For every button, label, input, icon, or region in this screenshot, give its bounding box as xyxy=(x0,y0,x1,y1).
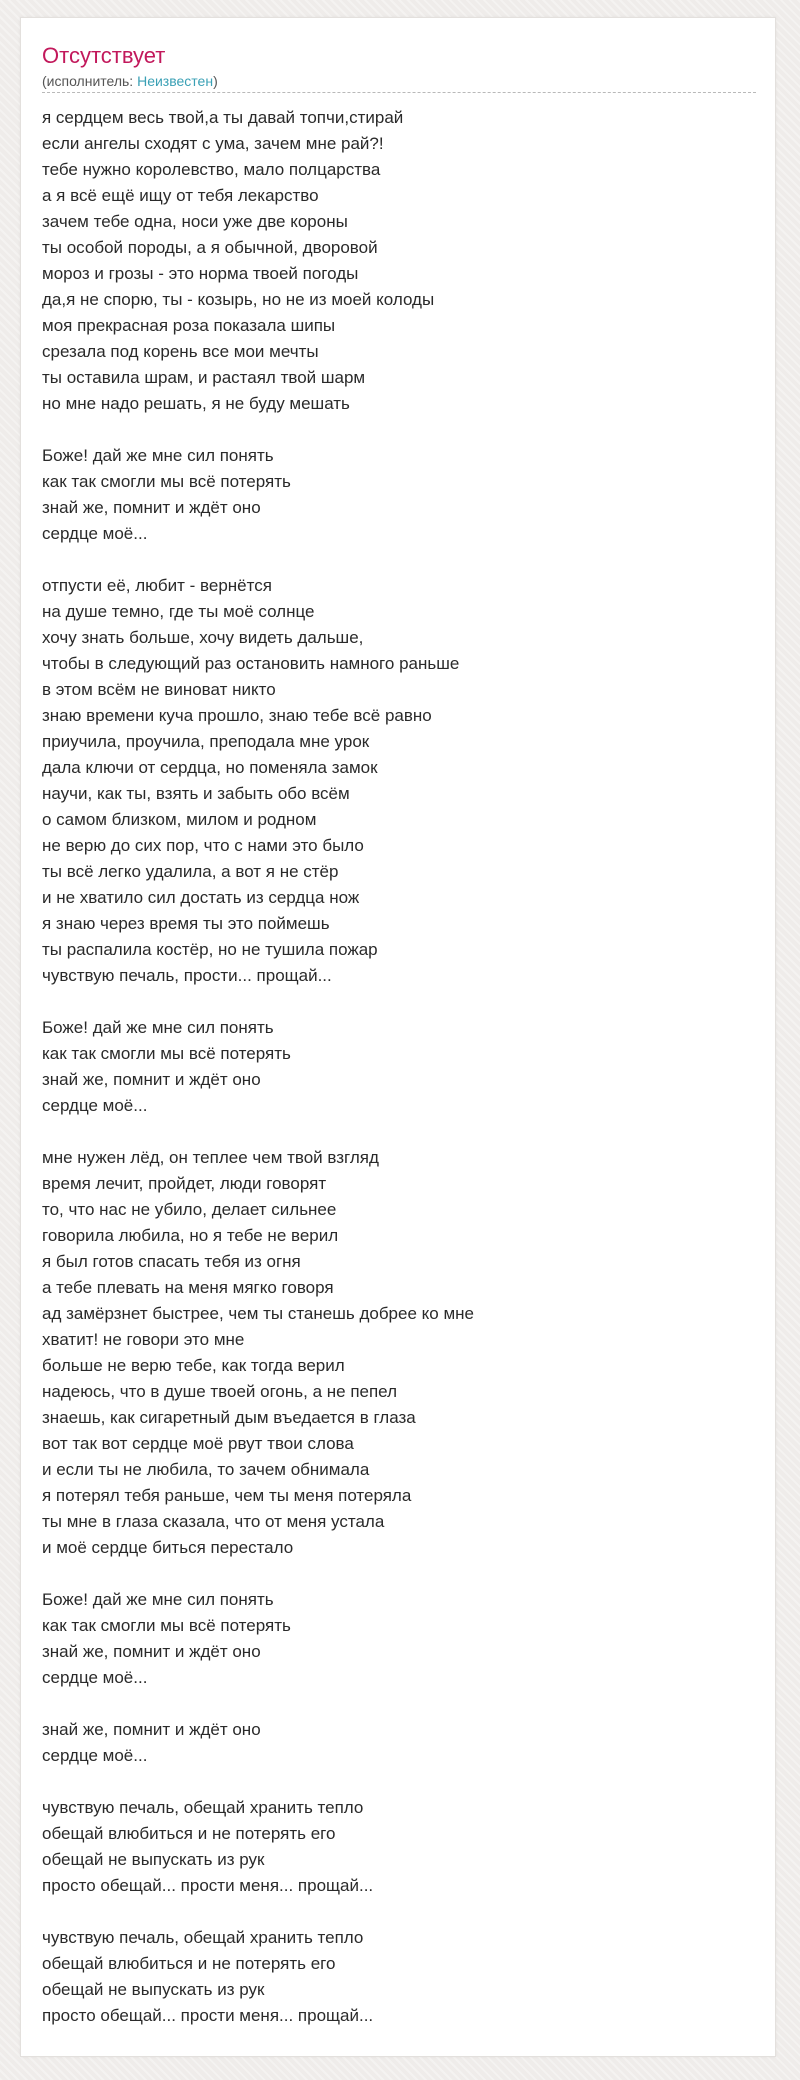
lyric-line: чувствую печаль, обещай хранить тепло xyxy=(42,1798,364,1817)
lyric-line: тебе нужно королевство, мало полцарства xyxy=(42,160,381,179)
lyric-line: не верю до сих пор, что с нами это было xyxy=(42,836,364,855)
lyric-line: мне нужен лёд, он теплее чем твой взгляд xyxy=(42,1148,379,1167)
lyric-line: отпусти её, любит - вернётся xyxy=(42,576,272,595)
lyric-line: знаю времени куча прошло, знаю тебе всё равно xyxy=(42,706,432,725)
lyric-line: знай же, помнит и ждёт оно xyxy=(42,498,261,517)
lyric-line: просто обещай... прости меня... прощай... xyxy=(42,1876,374,1895)
lyric-line: на душе темно, где ты моё солнце xyxy=(42,602,315,621)
lyric-line: как так смогли мы всё потерять xyxy=(42,1044,291,1063)
lyric-line: знай же, помнит и ждёт оно xyxy=(42,1070,261,1089)
lyric-blank-line xyxy=(42,1561,762,1587)
lyric-line: зачем тебе одна, носи уже две короны xyxy=(42,212,348,231)
lyric-line: ты особой породы, а я обычной, дворовой xyxy=(42,238,378,257)
lyric-line: говорила любила, но я тебе не верил xyxy=(42,1226,339,1245)
artist-line xyxy=(42,72,218,90)
lyric-line: хватит! не говори это мне xyxy=(42,1330,245,1349)
lyric-line: чтобы в следующий раз остановить намного раньше xyxy=(42,654,460,673)
lyric-line: да,я не спорю, ты - козырь, но не из моей колоды xyxy=(42,290,435,309)
lyric-line: ты распалила костёр, но не тушила пожар xyxy=(42,940,378,959)
lyric-line: и моё сердце биться перестало xyxy=(42,1538,294,1557)
lyric-line: я потерял тебя раньше, чем ты меня потеряла xyxy=(42,1486,412,1505)
lyric-line: а я всё ещё ищу от тебя лекарство xyxy=(42,186,319,205)
lyric-blank-line xyxy=(42,989,762,1015)
lyric-line: Боже! дай же мне сил понять xyxy=(42,1590,274,1609)
lyric-line: Боже! дай же мне сил понять xyxy=(42,1018,274,1037)
lyric-line: мороз и грозы - это норма твоей погоды xyxy=(42,264,359,283)
lyrics-card xyxy=(20,17,776,2057)
lyric-line: в этом всём не виноват никто xyxy=(42,680,276,699)
lyric-line: то, что нас не убило, делает сильнее xyxy=(42,1200,337,1219)
lyric-line: как так смогли мы всё потерять xyxy=(42,1616,291,1635)
lyric-line: дала ключи от сердца, но поменяла замок xyxy=(42,758,378,777)
lyric-line: просто обещай... прости меня... прощай... xyxy=(42,2006,374,2025)
lyric-blank-line xyxy=(42,1769,762,1795)
lyric-line: обещай влюбиться и не потерять его xyxy=(42,1954,336,1973)
lyric-line: время лечит, пройдет, люди говорят xyxy=(42,1174,327,1193)
lyric-line: моя прекрасная роза показала шипы xyxy=(42,316,336,335)
lyric-line: обещай влюбиться и не потерять его xyxy=(42,1824,336,1843)
lyric-line: срезала под корень все мои мечты xyxy=(42,342,319,361)
song-title: Отсутствует xyxy=(42,43,166,68)
artist-prefix: (исполнитель: xyxy=(42,73,138,89)
lyric-line: о самом близком, милом и родном xyxy=(42,810,317,829)
lyric-line: как так смогли мы всё потерять xyxy=(42,472,291,491)
lyric-blank-line xyxy=(42,1899,762,1925)
lyric-line: и не хватило сил достать из сердца нож xyxy=(42,888,360,907)
lyric-line: ад замёрзнет быстрее, чем ты станешь добрее ко мне xyxy=(42,1304,474,1323)
lyric-line: Боже! дай же мне сил понять xyxy=(42,446,274,465)
title-divider xyxy=(42,92,756,93)
lyric-line: если ангелы сходят с ума, зачем мне рай?! xyxy=(42,134,384,153)
lyric-line: ты мне в глаза сказала, что от меня устала xyxy=(42,1512,385,1531)
lyric-line: чувствую печаль, обещай хранить тепло xyxy=(42,1928,364,1947)
lyric-line: сердце моё... xyxy=(42,524,148,543)
lyric-blank-line xyxy=(42,1119,762,1145)
lyric-blank-line xyxy=(42,417,762,443)
lyric-line: сердце моё... xyxy=(42,1096,148,1115)
lyric-line: знай же, помнит и ждёт оно xyxy=(42,1642,261,1661)
lyric-line: я был готов спасать тебя из огня xyxy=(42,1252,301,1271)
lyric-line: чувствую печаль, прости... прощай... xyxy=(42,966,332,985)
lyric-line: обещай не выпускать из рук xyxy=(42,1850,265,1869)
lyric-line: приучила, проучила, преподала мне урок xyxy=(42,732,370,751)
lyric-blank-line xyxy=(42,1691,762,1717)
lyric-line: научи, как ты, взять и забыть обо всём xyxy=(42,784,350,803)
lyric-line: но мне надо решать, я не буду мешать xyxy=(42,394,350,413)
lyric-line: надеюсь, что в душе твоей огонь, а не пепел xyxy=(42,1382,397,1401)
lyric-line: я знаю через время ты это поймешь xyxy=(42,914,330,933)
lyric-line: ты всё легко удалила, а вот я не стёр xyxy=(42,862,339,881)
lyric-line: больше не верю тебе, как тогда верил xyxy=(42,1356,345,1375)
lyric-line: и если ты не любила, то зачем обнимала xyxy=(42,1460,370,1479)
lyric-line: знай же, помнит и ждёт оно xyxy=(42,1720,261,1739)
lyric-line: хочу знать больше, хочу видеть дальше, xyxy=(42,628,364,647)
lyric-line: ты оставила шрам, и растаял твой шарм xyxy=(42,368,366,387)
lyric-line: знаешь, как сигаретный дым въедается в глаза xyxy=(42,1408,416,1427)
lyric-line: сердце моё... xyxy=(42,1746,148,1765)
lyric-line: а тебе плевать на меня мягко говоря xyxy=(42,1278,334,1297)
lyric-line: я сердцем весь твой,а ты давай топчи,стирай xyxy=(42,108,404,127)
lyric-line: вот так вот сердце моё рвут твои слова xyxy=(42,1434,354,1453)
artist-suffix: ) xyxy=(213,73,218,89)
lyric-line: обещай не выпускать из рук xyxy=(42,1980,265,1999)
artist-link[interactable]: Неизвестен xyxy=(137,73,214,89)
lyric-blank-line xyxy=(42,547,762,573)
lyric-line: сердце моё... xyxy=(42,1668,148,1687)
lyrics-text xyxy=(42,105,762,2029)
